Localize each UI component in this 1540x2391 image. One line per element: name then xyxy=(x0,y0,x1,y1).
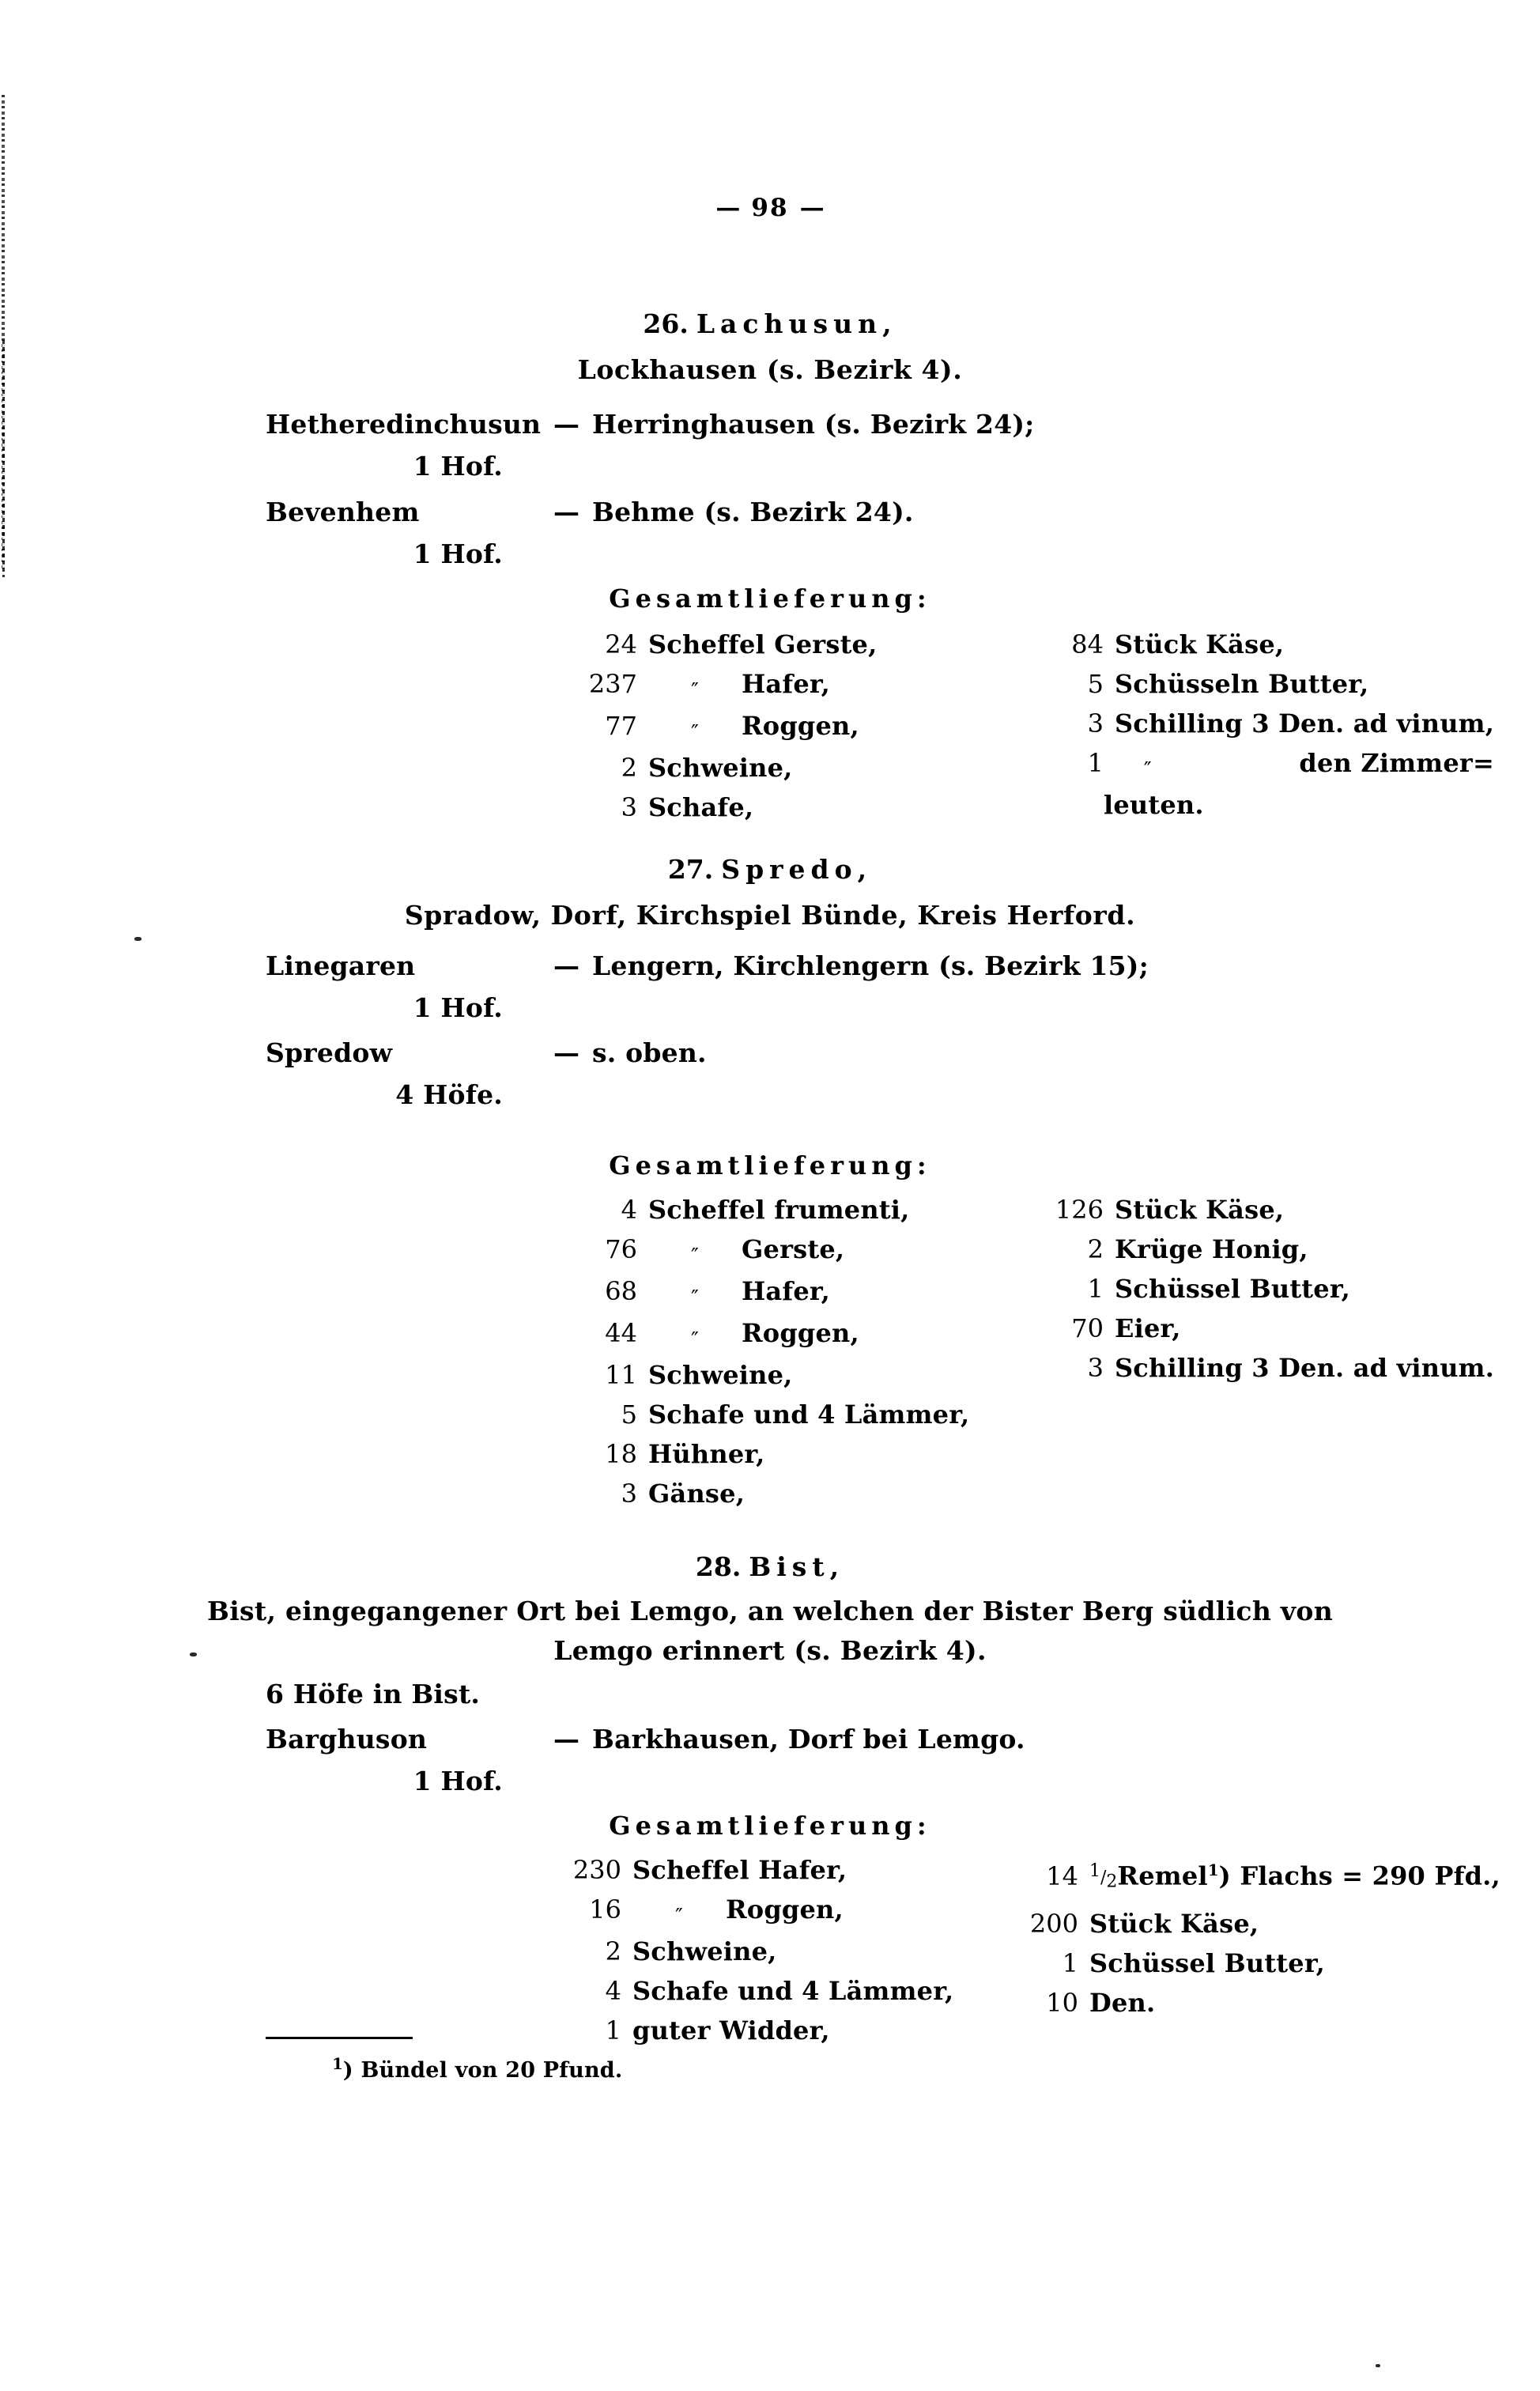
delivery-item-text: Schilling 3 Den. ad vinum, xyxy=(1115,708,1495,738)
delivery-item-text: Hafer, xyxy=(742,669,830,699)
delivery-qty: 3 xyxy=(621,792,637,822)
delivery-item-text: Schweine, xyxy=(648,1360,793,1390)
section-28-delivery-left-column xyxy=(538,1850,980,2050)
delivery-qty: 2 xyxy=(605,1936,621,1966)
delivery-wrap-line: leuten. xyxy=(1104,790,1204,820)
delivery-item-text: Roggen, xyxy=(742,1318,859,1348)
delivery-qty: 200 xyxy=(1029,1909,1078,1940)
page-number-dash-left: — xyxy=(715,194,741,222)
delivery-item-text: Remel xyxy=(1117,1860,1208,1891)
ditto-mark: ″ xyxy=(691,1328,699,1352)
footnote-text: ) Bündel von 20 Pfund. xyxy=(342,2058,623,2083)
delivery-item-text: Gerste, xyxy=(774,629,878,659)
section-26-delivery-right-column xyxy=(1020,625,1494,825)
section-27-subtitle: Spradow, Dorf, Kirchspiel Bünde, Kreis Herford. xyxy=(404,900,1136,931)
section-28-name: Bist, xyxy=(749,1551,845,1582)
entry-dash: — xyxy=(553,497,579,527)
page-number-value: 98 xyxy=(751,194,789,222)
delivery-row xyxy=(995,1850,1500,1904)
entry-modern-text: Lengern, Kirchlengern (s. Bezirk 15); xyxy=(592,950,1149,981)
ditto-mark: ″ xyxy=(691,1245,699,1268)
section-26-entry-1-modern xyxy=(553,497,914,527)
ditto-mark: ″ xyxy=(675,1905,683,1928)
section-26-entry-1-hof: 1 Hof. xyxy=(413,538,503,569)
delivery-row xyxy=(1020,1348,1494,1388)
delivery-unit: Scheffel xyxy=(648,629,765,659)
delivery-item-text: Schafe und 4 Lämmer, xyxy=(632,1976,954,2006)
delivery-item-text: Schilling 3 Den. ad vinum. xyxy=(1115,1353,1495,1383)
delivery-qty: 1 xyxy=(605,2015,621,2045)
footnote-marker: 1 xyxy=(332,2054,343,2073)
section-27-entry-0-oldname: Linegaren xyxy=(266,950,416,981)
section-28-standalone-note: 6 Höfe in Bist. xyxy=(266,1679,481,1709)
delivery-qty: 1 xyxy=(1087,1274,1104,1304)
delivery-qty: 68 xyxy=(605,1276,637,1306)
section-27-entry-1-oldname: Spredow xyxy=(266,1037,393,1068)
section-26-subtitle: Lockhausen (s. Bezirk 4). xyxy=(577,354,963,385)
delivery-item-text: Hafer, xyxy=(758,1855,847,1885)
delivery-row xyxy=(538,2011,980,2050)
section-26-title xyxy=(0,308,1540,339)
section-26-delivery-heading: Gesamtlieferung: xyxy=(609,584,931,614)
delivery-row xyxy=(1020,625,1494,664)
delivery-qty: 2 xyxy=(1087,1234,1104,1264)
delivery-item-text: den Zimmer= xyxy=(1299,748,1494,778)
section-28-entry-0-hof: 1 Hof. xyxy=(413,1766,503,1796)
section-28-number: 28. xyxy=(695,1551,742,1582)
delivery-qty: 4 xyxy=(621,1195,637,1225)
delivery-row xyxy=(1020,704,1494,743)
delivery-item-text: Gerste, xyxy=(742,1234,845,1264)
section-27-entry-0-hof: 1 Hof. xyxy=(413,992,503,1023)
delivery-row xyxy=(553,664,996,706)
delivery-item-text: Roggen, xyxy=(726,1894,844,1925)
section-27-title xyxy=(0,854,1540,885)
delivery-item-text: Krüge Honig, xyxy=(1115,1234,1308,1264)
delivery-qty: 16 xyxy=(589,1894,621,1925)
delivery-row xyxy=(1020,1309,1494,1348)
delivery-row xyxy=(1020,1269,1494,1309)
delivery-item xyxy=(648,1190,996,1229)
delivery-item-text: Den. xyxy=(1089,1988,1156,2019)
delivery-item-text: frumenti, xyxy=(774,1195,910,1225)
delivery-row xyxy=(553,1474,996,1513)
section-27-entry-1-modern xyxy=(553,1037,707,1068)
delivery-item-text: Schüssel Butter, xyxy=(1115,1274,1350,1304)
entry-dash: — xyxy=(553,950,579,981)
ditto-mark: ″ xyxy=(691,679,699,703)
delivery-qty: 77 xyxy=(605,711,637,741)
section-26-number: 26. xyxy=(643,308,689,339)
ditto-mark: ″ xyxy=(691,721,699,745)
delivery-row xyxy=(553,1434,996,1474)
delivery-item-text: Schüssel Butter, xyxy=(1089,1948,1325,1979)
delivery-qty: 76 xyxy=(605,1234,637,1264)
delivery-item-text: Gänse, xyxy=(648,1479,745,1509)
section-27-delivery-left-column xyxy=(553,1190,996,1513)
delivery-qty: 4 xyxy=(605,1976,621,2006)
delivery-unit: Scheffel xyxy=(648,1195,765,1225)
delivery-qty: 14 xyxy=(1046,1860,1078,1891)
delivery-item-text: Hafer, xyxy=(742,1276,830,1306)
delivery-row xyxy=(553,1190,996,1229)
delivery-item xyxy=(632,1850,980,1890)
section-27-number: 27. xyxy=(667,854,714,885)
delivery-qty: 24 xyxy=(605,629,637,659)
delivery-item-text: Stück Käse, xyxy=(1115,629,1285,659)
delivery-qty: 2 xyxy=(621,753,637,783)
delivery-item-text: Stück Käse, xyxy=(1089,1909,1259,1940)
page-number-header xyxy=(0,194,1540,222)
delivery-row xyxy=(1020,1190,1494,1229)
delivery-qty: 3 xyxy=(621,1479,637,1509)
section-28-delivery-right-column xyxy=(995,1850,1500,2023)
entry-modern-text: Behme (s. Bezirk 24). xyxy=(592,497,914,527)
entry-modern-text: s. oben. xyxy=(592,1037,707,1068)
delivery-row xyxy=(1020,743,1494,785)
delivery-item-text: Schafe und 4 Lämmer, xyxy=(648,1399,970,1430)
fraction-numerator: 1 xyxy=(1089,1861,1100,1882)
delivery-qty: 1 xyxy=(1062,1948,1078,1979)
section-27-delivery-heading: Gesamtlieferung: xyxy=(609,1150,931,1180)
delivery-qty: 3 xyxy=(1087,1353,1104,1383)
section-26-name: Lachusun, xyxy=(696,308,897,339)
delivery-row xyxy=(553,1355,996,1395)
entry-modern-text: Herringhausen (s. Bezirk 24); xyxy=(592,409,1035,440)
entry-dash: — xyxy=(553,409,579,440)
delivery-qty-fraction: $^1/_2$ xyxy=(1089,1861,1118,1893)
delivery-qty: 11 xyxy=(605,1360,637,1390)
ditto-mark: ″ xyxy=(691,1286,699,1310)
delivery-row xyxy=(1020,664,1494,704)
delivery-item-text: Hühner, xyxy=(648,1439,765,1469)
delivery-item-text: Schafe, xyxy=(648,792,754,822)
section-28-entry-0-oldname: Barghuson xyxy=(266,1724,428,1755)
delivery-row xyxy=(553,625,996,664)
delivery-qty: 5 xyxy=(621,1399,637,1430)
delivery-row xyxy=(553,1271,996,1313)
delivery-item-text: Roggen, xyxy=(742,711,859,741)
section-26-entry-1-oldname: Bevenhem xyxy=(266,497,420,527)
scan-speck xyxy=(134,937,142,941)
section-28-title xyxy=(0,1551,1540,1582)
section-26-entry-0-oldname: Hetheredinchusun xyxy=(266,409,542,440)
entry-dash: — xyxy=(553,1037,579,1068)
section-27-entry-0-modern xyxy=(553,950,1149,981)
section-26-entry-0-hof: 1 Hof. xyxy=(413,451,503,482)
section-27-entry-1-hof: 4 Höfe. xyxy=(395,1079,503,1110)
delivery-qty: 1 xyxy=(1087,748,1104,778)
section-28-subtitle-line-1: Bist, eingegangener Ort bei Lemgo, an welchen der Bister Berg südlich von xyxy=(207,1596,1333,1626)
delivery-qty: 230 xyxy=(572,1855,621,1885)
footnote-reference: 1 xyxy=(1207,1860,1219,1879)
delivery-row xyxy=(553,788,996,827)
delivery-row xyxy=(553,1395,996,1434)
delivery-row xyxy=(995,1904,1469,1943)
delivery-row xyxy=(538,1932,980,1971)
footnote xyxy=(332,2054,622,2083)
delivery-row xyxy=(553,706,996,748)
delivery-item-text: Schüsseln Butter, xyxy=(1115,669,1369,699)
delivery-qty: 3 xyxy=(1087,708,1104,738)
delivery-qty: 126 xyxy=(1055,1195,1104,1225)
delivery-row xyxy=(538,1971,980,2011)
delivery-qty: 237 xyxy=(588,669,637,699)
entry-modern-text: Barkhausen, Dorf bei Lemgo. xyxy=(592,1724,1025,1755)
delivery-item xyxy=(1117,1850,1500,1896)
delivery-row xyxy=(553,748,996,788)
delivery-qty: 44 xyxy=(605,1318,637,1348)
entry-dash: — xyxy=(553,1724,579,1755)
delivery-row xyxy=(538,1850,980,1890)
delivery-qty: 70 xyxy=(1071,1313,1104,1343)
delivery-row xyxy=(538,1890,980,1932)
delivery-qty: 5 xyxy=(1087,669,1104,699)
fraction-denominator: 2 xyxy=(1106,1872,1118,1893)
delivery-qty: 10 xyxy=(1046,1988,1078,2019)
page-number-dash-right: — xyxy=(799,194,825,222)
section-28-entry-0-modern xyxy=(553,1724,1025,1755)
section-27-name: Spredo, xyxy=(721,854,873,885)
delivery-item-text: Schweine, xyxy=(632,1936,777,1966)
delivery-row xyxy=(553,1229,996,1271)
delivery-row xyxy=(1020,1229,1494,1269)
delivery-row xyxy=(995,1943,1469,1983)
delivery-item-text: Schweine, xyxy=(648,753,793,783)
delivery-unit: Scheffel xyxy=(632,1855,749,1885)
delivery-item-tail: ) Flachs = 290 Pfd., xyxy=(1218,1860,1500,1891)
delivery-item-text: Eier, xyxy=(1115,1313,1181,1343)
scan-speck xyxy=(1376,2364,1380,2367)
section-26-delivery-left-column xyxy=(553,625,996,827)
footnote-separator-rule xyxy=(266,2037,413,2039)
section-27-delivery-right-column xyxy=(1020,1190,1494,1388)
section-28-delivery-heading: Gesamtlieferung: xyxy=(609,1811,931,1841)
delivery-row xyxy=(553,1313,996,1355)
section-28-subtitle-line-2: Lemgo erinnert (s. Bezirk 4). xyxy=(553,1635,987,1666)
delivery-item-text: Stück Käse, xyxy=(1115,1195,1285,1225)
delivery-qty: 84 xyxy=(1071,629,1104,659)
ditto-mark: ″ xyxy=(1143,758,1152,782)
delivery-item-text: guter Widder, xyxy=(632,2015,830,2045)
delivery-qty: 18 xyxy=(605,1439,637,1469)
delivery-item xyxy=(648,625,996,664)
delivery-row xyxy=(995,1983,1469,2023)
section-26-entry-0-modern xyxy=(553,409,1035,440)
